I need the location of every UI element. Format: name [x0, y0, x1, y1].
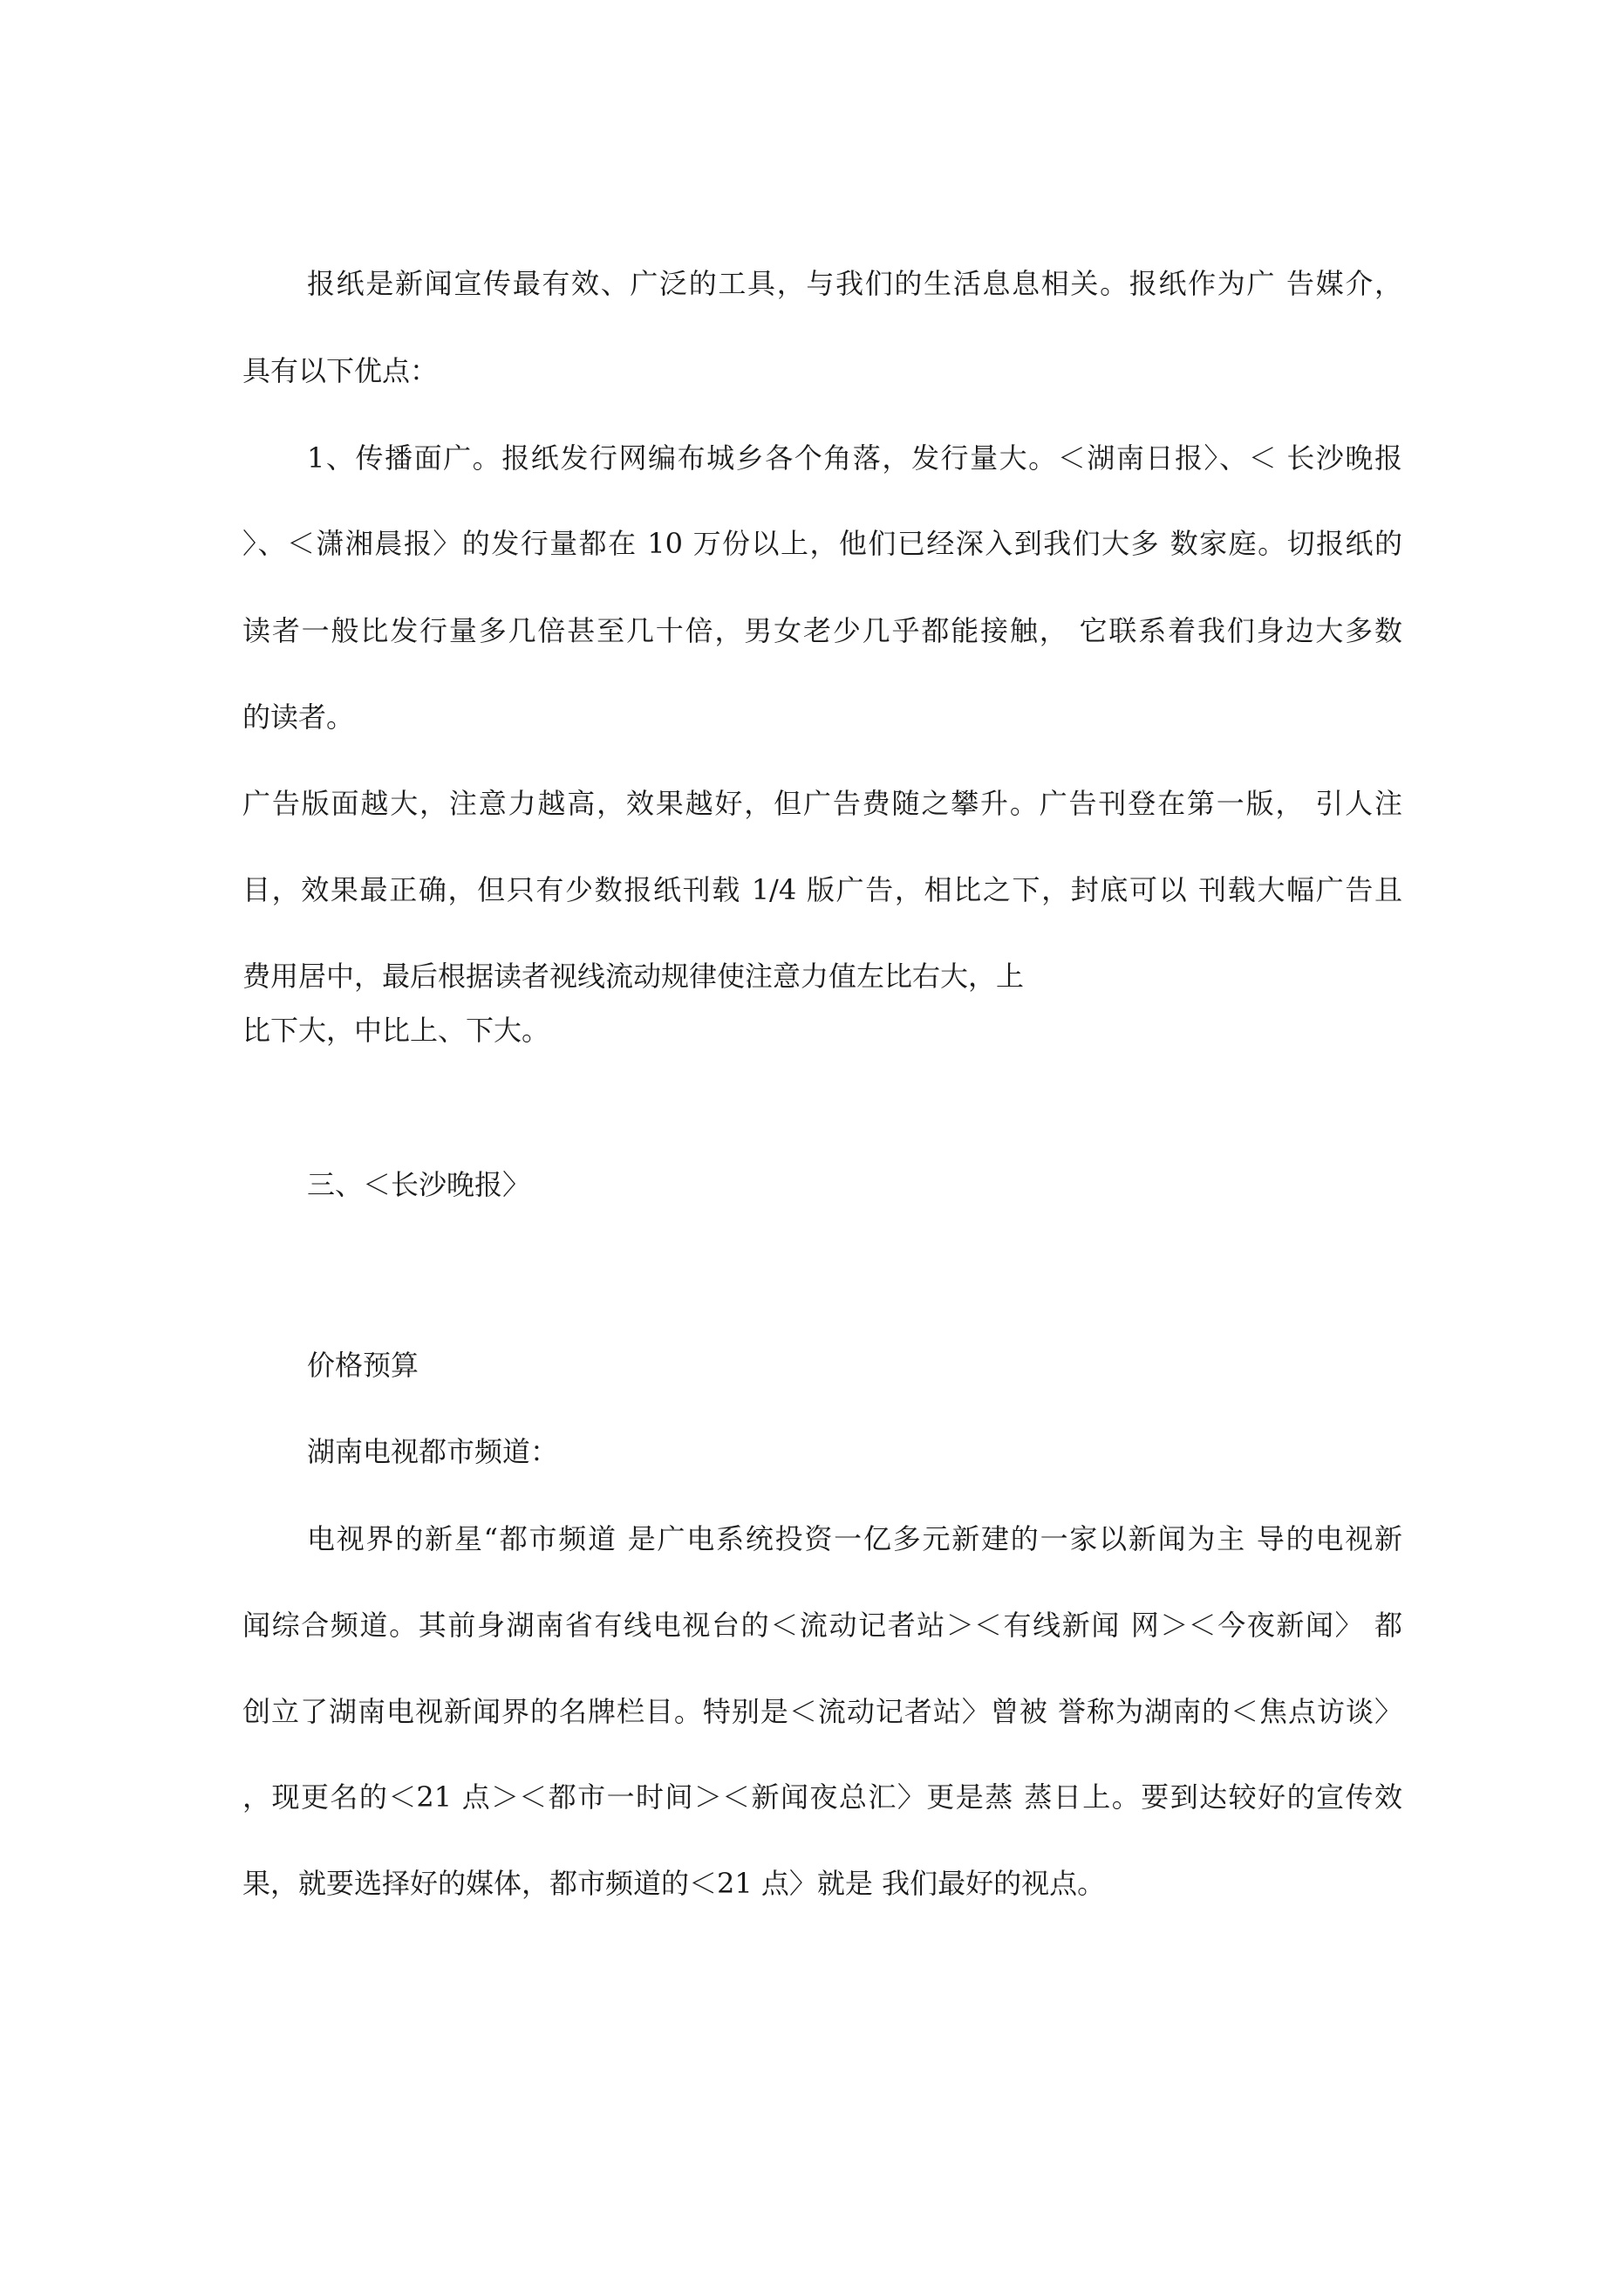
paragraph-1-line-2: 具有以下优点： [242, 354, 439, 387]
paragraph-3-line-4: 比下大，中比上、下大。 [242, 1014, 550, 1047]
paragraph-4-line-5: 果，就要选择好的媒体，都市频道的＜21 点〉就是 我们最好的视点。 [242, 1867, 1106, 1900]
paragraph-3-line-1: 广告版面越大，注意力越高，效果越好，但广告费随之攀升。广告刊登在第一版， 引人注 [242, 787, 1402, 820]
paragraph-4-line-3: 创立了湖南电视新闻界的名牌栏目。特别是＜流动记者站〉曾被 誉称为湖南的＜焦点访谈〉 [242, 1695, 1402, 1728]
subheading-price-budget: 价格预算 [307, 1349, 419, 1382]
section-heading: 三、＜长沙晚报〉 [307, 1168, 531, 1201]
paragraph-3-line-2: 目，效果最正确，但只有少数报纸刊载 1/4 版广告，相比之下，封底可以 刊载大幅广告且 [242, 873, 1402, 906]
paragraph-4-line-4: ，现更名的＜21 点＞＜都市一时间＞＜新闻夜总汇〉更是蒸 蒸日上。要到达较好的宣传效 [242, 1780, 1402, 1814]
paragraph-2-line-1: 1、传播面广。报纸发行网编布城乡各个角落，发行量大。＜湖南日报〉、＜ 长沙晚报 [307, 441, 1402, 475]
paragraph-1-line-1: 报纸是新闻宣传最有效、广泛的工具，与我们的生活息息相关。报纸作为广 告媒介， [307, 267, 1402, 300]
paragraph-4-line-1: 电视界的新星“都市频道 是广电系统投资一亿多元新建的一家以新闻为主 导的电视新 [307, 1522, 1402, 1555]
paragraph-2-line-3: 读者一般比发行量多几倍甚至几十倍，男女老少几乎都能接触， 它联系着我们身边大多数 [242, 614, 1402, 647]
paragraph-4-line-2: 闻综合频道。其前身湖南省有线电视台的＜流动记者站＞＜有线新闻 网＞＜今夜新闻〉 都 [242, 1609, 1402, 1642]
paragraph-2-line-2: 〉、＜潇湘晨报〉的发行量都在 10 万份以上，他们已经深入到我们大多 数家庭。切报纸的 [242, 527, 1402, 560]
paragraph-3-line-3: 费用居中，最后根据读者视线流动规律使注意力值左比右大，上 [242, 960, 1025, 993]
subheading-channel: 湖南电视都市频道： [307, 1435, 559, 1468]
paragraph-2-line-4: 的读者。 [242, 700, 355, 734]
